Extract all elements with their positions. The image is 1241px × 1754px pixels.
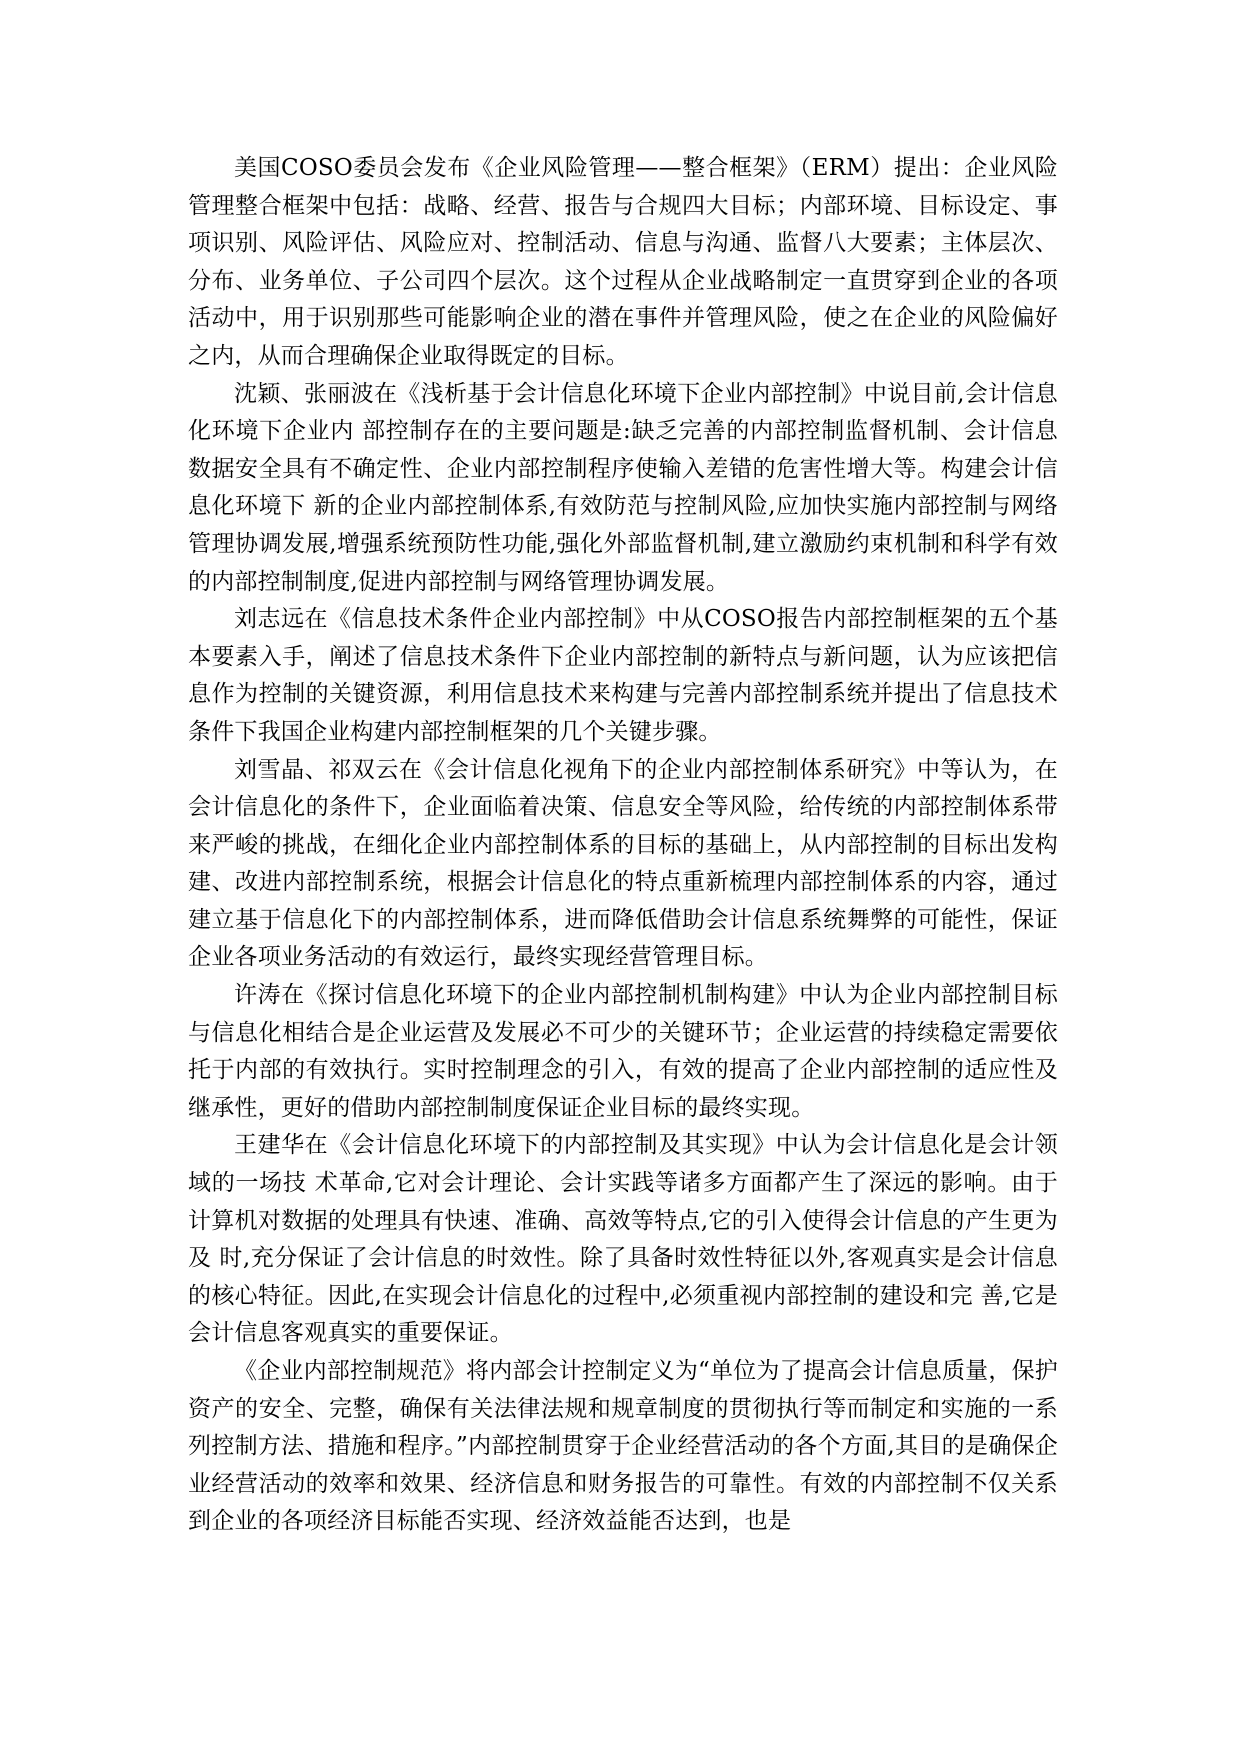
paragraph-coso-erm: 美国COSO委员会发布《企业风险管理——整合框架》（ERM）提出：企业风险管理整合框架中包括：战略、经营、报告与合规四大目标；内部环境、目标设定、事项识别、风险评估、风险应对、控制活动、信息与沟通、监督八大要素；主体层次、分布、业务单位、子公司四个层次。这个过程从企业战略制定一直贯穿到企业的各项活动中，用于识别那些可能影响企业的潜在事件并管理风险，使之在企业的风险偏好之内，从而合理确保企业取得既定的目标。 — [188, 155, 1058, 369]
paragraph-internal-control-norms: 《企业内部控制规范》将内部会计控制定义为“单位为了提高会计信息质量，保护资产的安全、完整，确保有关法律法规和规章制度的贯彻执行等而制定和实施的一系列控制方法、措施和程序。”内部控制贯穿于企业经营活动的各个方面,其目的是确保企业经营活动的效率和效果、经济信息和财务报告的可靠性。有效的内部控制不仅关系到企业的各项经济目标能否实现、经济效益能否达到，也是 — [188, 1358, 1058, 1535]
paragraph-wang-jianhua: 王建华在《会计信息化环境下的内部控制及其实现》中认为会计信息化是会计领域的一场技 术革命,它对会计理论、会计实践等诸多方面都产生了深远的影响。由于计算机对数据的处理具有快速、准确、高效等特点,它的引入使得会计信息的产生更为及 时,充分保证了会计信息的时效性。除了具备时效性特征以外,客观真实是会计信息的核心特征。因此,在实现会计信息化的过程中,必须重视内部控制的建设和完 善,它是会计信息客观真实的重要保证。 — [188, 1132, 1058, 1347]
paragraph-liu-qi: 刘雪晶、祁双云在《会计信息化视角下的企业内部控制体系研究》中等认为，在会计信息化的条件下，企业面临着决策、信息安全等风险，给传统的内部控制体系带来严峻的挑战，在细化企业内部控制体系的目标的基础上，从内部控制的目标出发构建、改进内部控制系统，根据会计信息化的特点重新梳理内部控制体系的内容，通过建立基于信息化下的内部控制体系，进而降低借助会计信息系统舞弊的可能性，保证企业各项业务活动的有效运行，最终实现经营管理目标。 — [188, 756, 1058, 971]
document-body — [188, 150, 1058, 1541]
paragraph-xu-tao: 许涛在《探讨信息化环境下的企业内部控制机制构建》中认为企业内部控制目标与信息化相结合是企业运营及发展必不可少的关键环节；企业运营的持续稳定需要依托于内部的有效执行。实时控制理念的引入，有效的提高了企业内部控制的适应性及继承性，更好的借助内部控制制度保证企业目标的最终实现。 — [188, 982, 1058, 1121]
paragraph-liu-zhiyuan: 刘志远在《信息技术条件企业内部控制》中从COSO报告内部控制框架的五个基本要素入手，阐述了信息技术条件下企业内部控制的新特点与新问题，认为应该把信息作为控制的关键资源，利用信息技术来构建与完善内部控制系统并提出了信息技术条件下我国企业构建内部控制框架的几个关键步骤。 — [188, 606, 1058, 745]
paragraph-shen-zhang: 沈颖、张丽波在《浅析基于会计信息化环境下企业内部控制》中说目前,会计信息化环境下企业内 部控制存在的主要问题是:缺乏完善的内部控制监督机制、会计信息数据安全具有不确定性、企业内部控制程序使输入差错的危害性增大等。构建会计信息化环境下 新的企业内部控制体系,有效防范与控制风险,应加快实施内部控制与网络管理协调发展,增强系统预防性功能,强化外部监督机制,建立激励约束机制和科学有效 的内部控制制度,促进内部控制与网络管理协调发展。 — [188, 380, 1058, 595]
